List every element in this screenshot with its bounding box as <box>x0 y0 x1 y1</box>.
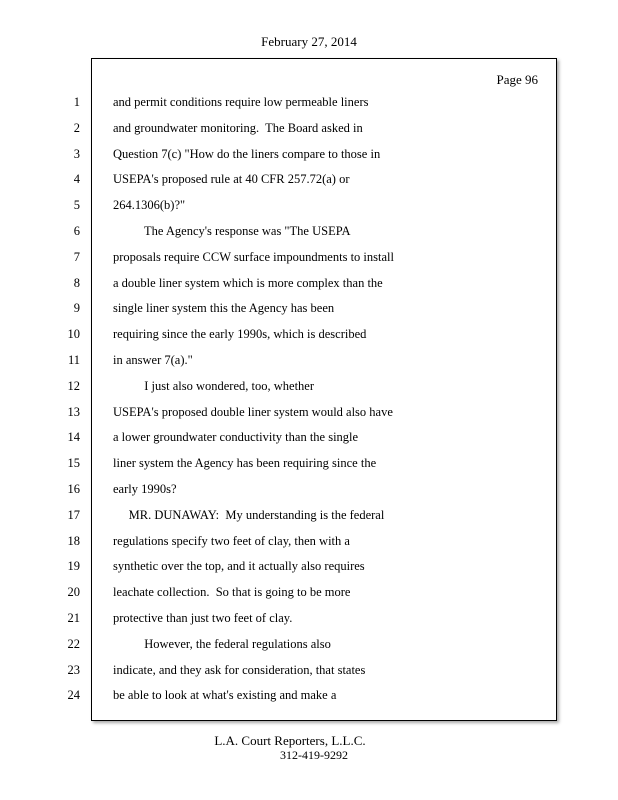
line-number: 12 <box>67 378 80 393</box>
line-text: The Agency's response was "The USEPA <box>113 223 351 238</box>
line-text: However, the federal regulations also <box>113 636 331 651</box>
transcript-line <box>0 505 618 531</box>
line-text: MR. DUNAWAY: My understanding is the federal <box>113 507 385 522</box>
line-number: 19 <box>67 559 80 574</box>
transcript-line <box>0 92 618 118</box>
line-text: protective than just two feet of clay. <box>113 610 293 625</box>
line-number: 1 <box>73 95 80 109</box>
line-text: and permit conditions require low permeable liners <box>113 95 369 109</box>
header-date: February 27, 2014 <box>261 34 357 49</box>
line-number: 16 <box>67 481 80 496</box>
line-number: 13 <box>67 404 80 419</box>
line-number: 17 <box>67 507 80 522</box>
transcript-lines <box>0 92 618 711</box>
transcript-line <box>0 685 618 711</box>
transcript-line <box>0 453 618 479</box>
line-text: USEPA's proposed rule at 40 CFR 257.72(a) or <box>113 172 350 187</box>
transcript-line <box>0 273 618 299</box>
line-text: in answer 7(a)." <box>113 352 193 367</box>
page-number: Page 96 <box>496 72 538 87</box>
line-number: 4 <box>73 172 80 187</box>
line-number: 23 <box>67 662 80 677</box>
line-number: 5 <box>73 198 80 213</box>
line-number: 6 <box>73 223 80 238</box>
transcript-line <box>0 195 618 221</box>
line-number: 14 <box>67 430 80 445</box>
transcript-line <box>0 660 618 686</box>
line-number: 7 <box>73 249 80 264</box>
transcript-line <box>0 247 618 273</box>
transcript-line <box>0 221 618 247</box>
line-text: Question 7(c) "How do the liners compare to those in <box>113 146 381 161</box>
line-text: 264.1306(b)?" <box>113 198 186 213</box>
line-number: 21 <box>67 610 80 625</box>
line-text: early 1990s? <box>113 481 177 496</box>
line-number: 22 <box>67 636 80 651</box>
transcript-line <box>0 376 618 402</box>
transcript-line <box>0 324 618 350</box>
transcript-line <box>0 634 618 660</box>
transcript-line <box>0 556 618 582</box>
line-number: 9 <box>73 301 80 316</box>
line-number: 3 <box>73 146 80 161</box>
footer-phone: 312-419-9292 <box>280 748 348 762</box>
line-text: leachate collection. So that is going to be more <box>113 585 351 600</box>
line-number: 2 <box>73 120 80 135</box>
line-text: indicate, and they ask for consideration, that states <box>113 662 366 677</box>
line-number: 8 <box>73 275 80 290</box>
line-text: regulations specify two feet of clay, then with a <box>113 533 350 548</box>
transcript-line <box>0 608 618 634</box>
line-number: 18 <box>67 533 80 548</box>
line-text: a lower groundwater conductivity than the single <box>113 430 359 445</box>
line-text: USEPA's proposed double liner system would also have <box>113 404 393 419</box>
transcript-line <box>0 298 618 324</box>
line-text: synthetic over the top, and it actually also requires <box>113 559 365 574</box>
transcript-line <box>0 144 618 170</box>
transcript-line <box>0 350 618 376</box>
line-number: 10 <box>67 327 80 342</box>
transcript-line <box>0 402 618 428</box>
line-text: be able to look at what's existing and make a <box>113 688 337 703</box>
transcript-line <box>0 582 618 608</box>
line-text: and groundwater monitoring. The Board asked in <box>113 120 363 135</box>
transcript-line <box>0 479 618 505</box>
line-text: I just also wondered, too, whether <box>113 378 315 393</box>
footer-company: L.A. Court Reporters, L.L.C. <box>214 733 366 748</box>
transcript-line <box>0 169 618 195</box>
line-number: 15 <box>67 456 80 471</box>
line-text: single liner system this the Agency has been <box>113 301 335 316</box>
transcript-line <box>0 531 618 557</box>
line-text: liner system the Agency has been requiring since the <box>113 456 377 471</box>
line-number: 20 <box>67 585 80 600</box>
transcript-line <box>0 118 618 144</box>
transcript-line <box>0 427 618 453</box>
line-text: requiring since the early 1990s, which is described <box>113 327 367 342</box>
line-text: a double liner system which is more complex than the <box>113 275 383 290</box>
line-text: proposals require CCW surface impoundments to install <box>113 249 394 264</box>
line-number: 24 <box>67 688 80 703</box>
line-number: 11 <box>67 352 80 367</box>
